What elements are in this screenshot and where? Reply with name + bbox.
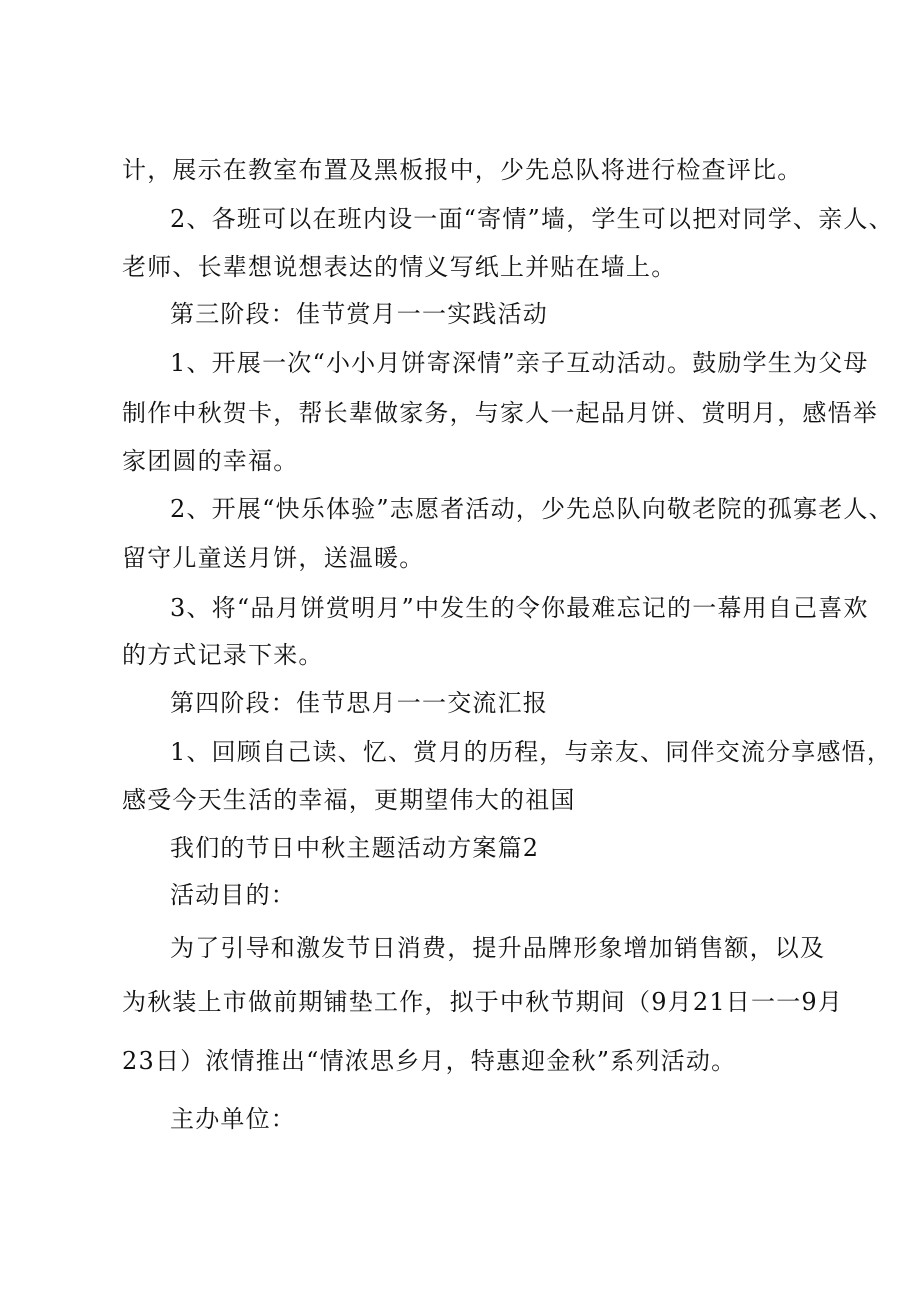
- text-line: 家团圆的幸福。: [122, 447, 299, 475]
- text-line: 为了引导和激发节日消费，提升品牌形象增加销售额，以及: [170, 934, 826, 962]
- article-title: 我们的节日中秋主题活动方案篇2: [170, 834, 540, 862]
- text-line: 活动目的：: [170, 881, 296, 909]
- section-heading: 第三阶段：佳节赏月一一实践活动: [170, 300, 548, 328]
- text-line: 计，展示在教室布置及黑板报中，少先总队将进行检查评比。: [122, 156, 803, 184]
- text-line: 留守儿童送月饼，送温暖。: [122, 544, 425, 572]
- text-line: 老师、长辈想说想表达的情义写纸上并贴在墙上。: [122, 253, 677, 281]
- text-line: 3、将“品月饼赏明月”中发生的令你最难忘记的一幕用自己喜欢: [170, 594, 869, 622]
- text-line: 感受今天生活的幸福，更期望伟大的祖国: [122, 786, 576, 814]
- text-line: 1、开展一次“小小月饼寄深情”亲子互动活动。鼓励学生为父母: [170, 349, 869, 377]
- text-line: 23日）浓情推出“情浓思乡月，特惠迎金秋”系列活动。: [122, 1047, 737, 1075]
- text-line: 1、回顾自己读、忆、赏月的历程，与亲友、同伴交流分享感悟，: [170, 738, 893, 766]
- section-heading: 第四阶段：佳节思月一一交流汇报: [170, 689, 548, 717]
- text-line: 主办单位：: [170, 1105, 296, 1133]
- text-line: 制作中秋贺卡，帮长辈做家务，与家人一起品月饼、赏明月，感悟举: [122, 399, 878, 427]
- text-line: 为秋装上市做前期铺垫工作，拟于中秋节期间（9月21日一一9月: [122, 988, 844, 1016]
- text-line: 2、各班可以在班内设一面“寄情”墙，学生可以把对同学、亲人、: [170, 205, 894, 233]
- text-line: 2、开展“快乐体验”志愿者活动，少先总队向敬老院的孤寡老人、: [170, 495, 894, 523]
- text-line: 的方式记录下来。: [122, 641, 324, 669]
